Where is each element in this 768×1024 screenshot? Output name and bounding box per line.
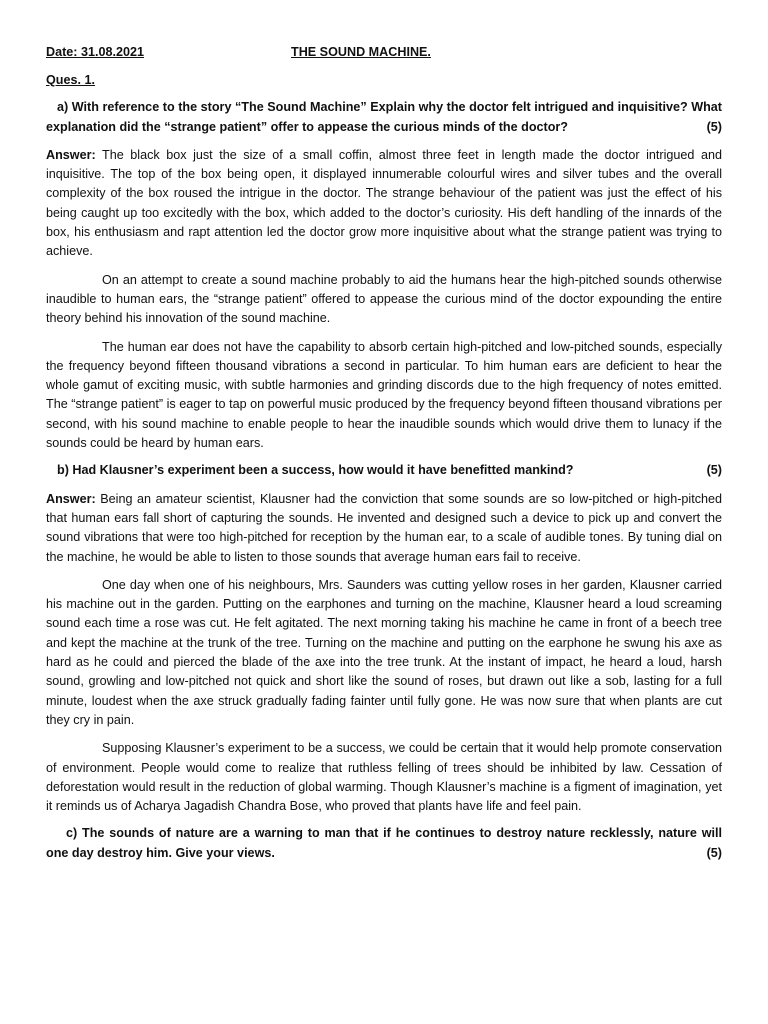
answer-b-paragraph-2: One day when one of his neighbours, Mrs. Saunders was cutting yellow roses in her garden, Klausner carried his machine out in the garden. Putting on the earphones and turning on the machine, Klausner heard a loud screaming sound each time a rose was cut. He felt agitated. The next morning taking his machine he came in front of a beech tree and kept the machine at the trunk of the tree. Turning on the machine and putting on the earphone he swung his axe as hard as he could and pierced the blade of the axe into the tree trunk. At the instant of impact, he heard a loud, harsh sound, growling and low-pitched not quick and short like the sound of roses, but drawn out like a sob, lasting for a full minute, loudest when the axe struck gradually fading fainter until fully gone. He was now sure that when plants are cut they cry in pain. (46, 577, 722, 727)
header (46, 43, 722, 63)
answer-b-text-1: Being an amateur scientist, Klausner had the conviction that some sounds are so low-pitched or high-pitched that human ears fall short of capturing the sounds. He invented and designed such a device to pick up and convert the sound vibrations that were too high-pitched for reception by the human ear, to a scale of audible tones. By tuning dial on the machine, he would be able to listen to those sounds that average human ears fail to receive. (46, 491, 722, 564)
question-a-text: a) With reference to the story “The Sound Machine” Explain why the doctor felt intrigued and inquisitive? What explanation did the “strange patient” offer to appease the curious minds of the doctor? (46, 100, 722, 134)
answer-a-paragraph-1 (46, 146, 722, 262)
question-b-marks: (5) (706, 463, 722, 478)
question-c-text: c) The sounds of nature are a warning to man that if he continues to destroy nature recklessly, nature will one day destroy him. Give your views. (46, 826, 722, 860)
question-a (46, 98, 722, 137)
question-number-label: Ques. 1. (46, 73, 95, 87)
answer-a-paragraph-3: The human ear does not have the capability to absorb certain high-pitched and low-pitched sounds, especially the frequency beyond fifteen thousand vibrations a second in particular. To him human ears are deficient to hear the whole gamut of exciting music, with subtle harmonies and grinding discords due to the high frequency of notes emitted. The “strange patient” is eager to tap on powerful music produced by the frequency beyond fifteen thousand vibrations per second, with his sound machine to enable people to hear the inaudible sounds which would drive them to lunacy if the sounds could be heard by human ears. (46, 339, 722, 451)
question-b (46, 461, 722, 480)
answer-b-paragraph-1 (46, 490, 722, 567)
question-b-text: b) Had Klausner’s experiment been a success, how would it have benefitted mankind? (57, 463, 574, 478)
question-c-marks: (5) (706, 845, 722, 860)
answer-a-paragraph-2: On an attempt to create a sound machine probably to aid the humans hear the high-pitched sounds otherwise inaudible to human ears, the “strange patient” offered to appease the curious mind of the doctor expounding the entire theory behind his innovation of the sound machine. (46, 272, 722, 326)
answer-a-text-1: The black box just the size of a small coffin, almost three feet in length made the doctor intrigued and inquisitive. The top of the box being open, it displayed innumerable colourful wires and silver tubes and the overall complexity of the box roused the intrigue in the doctor. The strange behaviour of the patient was just the effect of his being caught up too excitedly with the box, which added to the doctor’s curiosity. His deft handling of the innards of the box, his enthusiasm and rapt attention led the doctor grow more inquisitive about what the strange patient was trying to achieve. (46, 147, 722, 259)
question-a-marks: (5) (706, 119, 722, 134)
answer-a-label: Answer: (46, 147, 96, 162)
date-heading: Date: 31.08.2021 (46, 45, 145, 59)
answer-b-paragraph-3: Supposing Klausner’s experiment to be a success, we could be certain that it would help promote conservation of environment. People would come to realize that ruthless felling of trees should be inhibited by law. Cessation of deforestation would result in the reduction of global warming. Though Klausner’s machine is a figment of imagination, yet it reminds us of Acharya Jagadish Chandra Bose, who proved that plants have life and feel pain. (46, 741, 722, 814)
page-title: THE SOUND MACHINE. (291, 45, 431, 59)
document-page (46, 43, 722, 863)
answer-b-label: Answer: (46, 491, 96, 506)
question-c (46, 824, 722, 863)
